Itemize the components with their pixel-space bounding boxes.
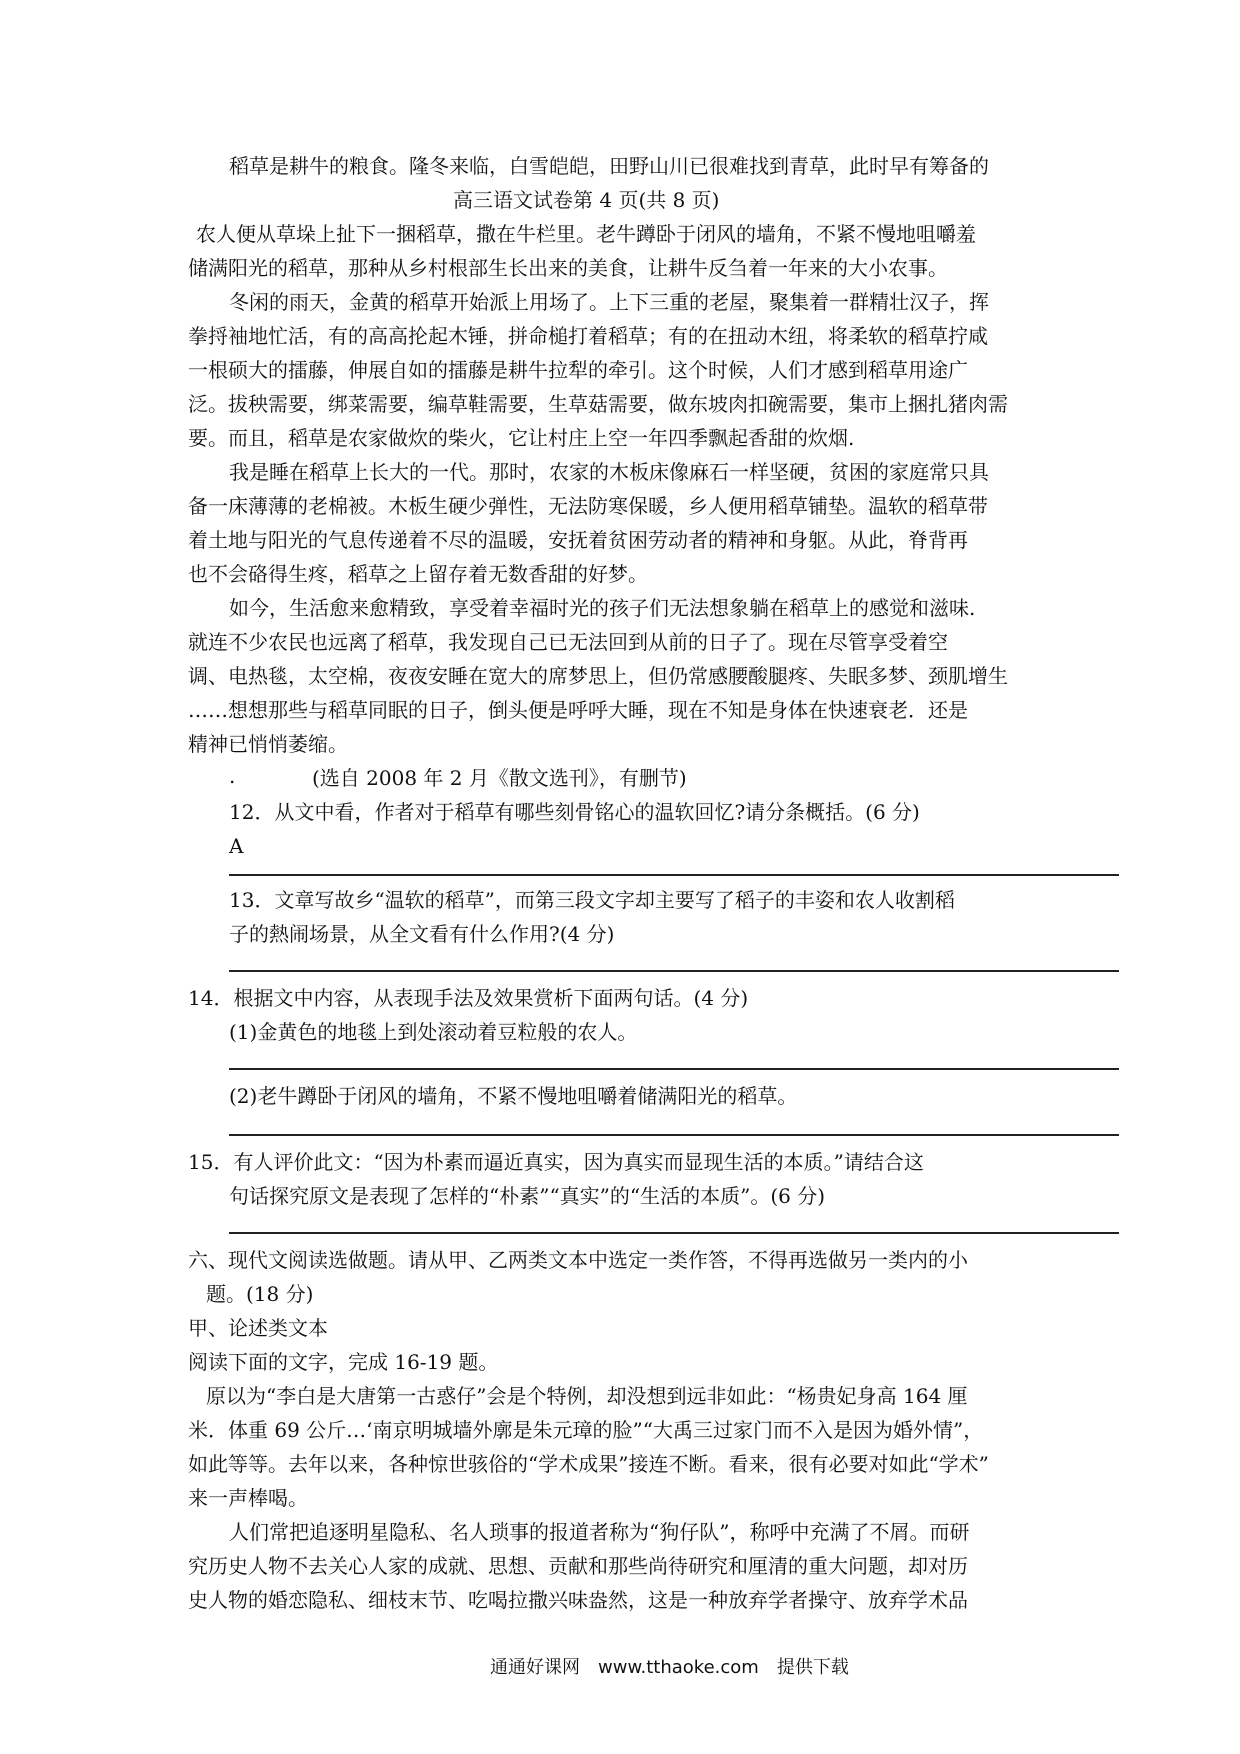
passage-line: 拳捋袖地忙活，有的高高抡起木锤，拼命槌打着稻草；有的在扭动木纽，将柔软的稻草拧咸 — [188, 324, 988, 348]
passage-line: 调、电热毯，太空棉，夜夜安睡在宽大的席梦思上，但仍常感腰酸腿疼、失眠多梦、颈肌增生 — [188, 664, 1008, 688]
jia-text-line: 来一声棒喝。 — [188, 1486, 308, 1510]
question-15-line: 15．有人评价此文：“因为朴素而逼近真实，因为真实而显现生活的本质。”请结合这 — [188, 1150, 924, 1174]
passage-line: 泛。拔秧需要，绑菜需要，编草鞋需要，生草菇需要，做东坡肉扣碗需要，集市上捆扎猪肉需 — [188, 392, 1008, 416]
question-14: 14．根据文中内容，从表现手法及效果赏析下面两句话。(4 分) — [188, 986, 749, 1010]
answer-line — [229, 970, 1119, 972]
passage-line: 冬闲的雨天，金黄的稻草开始派上用场了。上下三重的老屋，聚集着一群精壮汉子，挥 — [229, 290, 989, 314]
answer-line — [229, 874, 1119, 876]
answer-line — [229, 1134, 1119, 1136]
answer-line — [229, 1068, 1119, 1070]
passage-line: 要。而且，稻草是农家做炊的柴火，它让村庄上空一年四季飘起香甜的炊烟. — [188, 426, 855, 450]
passage-line: 就连不少农民也远离了稻草，我发现自己已无法回到从前的日子了。现在尽管享受着空 — [188, 630, 948, 654]
page-header: 高三语文试卷第 4 页(共 8 页) — [453, 188, 720, 212]
passage-line: 农人便从草垛上扯下一捆稻草，撒在牛栏里。老牛蹲卧于闭风的墙角，不紧不慢地咀嚼羞 — [196, 222, 976, 246]
question-14-sentence-1: (1)金黄色的地毯上到处滚动着豆粒般的农人。 — [229, 1020, 638, 1044]
question-13-line: 13．文章写故乡“温软的稻草”，而第三段文字却主要写了稻子的丰姿和农人收割稻 — [229, 888, 955, 912]
passage-line: 精神已悄悄萎缩。 — [188, 732, 348, 756]
question-12: 12．从文中看，作者对于稻草有哪些刻骨铭心的温软回忆?请分条概括。(6 分) — [229, 800, 920, 824]
passage-line: 备一床薄薄的老棉被。木板生硬少弹性，无法防寒保暖，乡人便用稻草铺垫。温软的稻草带 — [188, 494, 988, 518]
section-6-line: 题。(18 分) — [206, 1282, 314, 1306]
footer: 通通好课网 www.tthaoke.com 提供下载 — [490, 1657, 849, 1678]
answer-line — [229, 1232, 1119, 1234]
jia-text-line: 究历史人物不去关心人家的成就、思想、贡献和那些尚待研究和厘清的重大问题，却对历 — [188, 1554, 968, 1578]
question-15-line: 句话探究原文是表现了怎样的“朴素”“真实”的“生活的本质”。(6 分) — [229, 1184, 826, 1208]
question-13-line: 子的熱闹场景，从全文看有什么作用?(4 分) — [229, 922, 615, 946]
passage-line: 也不会硌得生疼，稻草之上留存着无数香甜的好梦。 — [188, 562, 648, 586]
jia-instruction: 阅读下面的文字，完成 16-19 题。 — [188, 1350, 499, 1374]
jia-title: 甲、论述类文本 — [188, 1316, 328, 1340]
section-6-line: 六、现代文阅读选做题。请从甲、乙两类文本中选定一类作答，不得再选做另一类内的小 — [188, 1248, 968, 1272]
jia-text-line: 史人物的婚恋隐私、细枝末节、吃喝拉撒兴味盎然，这是一种放弃学者操守、放弃学术品 — [188, 1588, 968, 1612]
jia-text-line: 如此等等。去年以来，各种惊世骇俗的“学术成果”接连不断。看来，很有必要对如此“学术” — [188, 1452, 989, 1476]
top-line: 稻草是耕牛的粮食。隆冬来临，白雪皑皑，田野山川已很难找到青草，此时早有筹备的 — [229, 154, 989, 178]
passage-line: 我是睡在稻草上长大的一代。那时，农家的木板床像麻石一样坚硬，贫困的家庭常只具 — [229, 460, 989, 484]
source-note: (选自 2008 年 2 月《散文选刊》，有删节) — [312, 766, 687, 790]
question-14-sentence-2: (2)老牛蹲卧于闭风的墙角，不紧不慢地咀嚼着储满阳光的稻草。 — [229, 1084, 798, 1108]
passage-line: ……想想那些与稻草同眠的日子，倒头便是呼呼大睡，现在不知是身体在快速衰老．还是 — [188, 698, 968, 722]
passage-line: 着土地与阳光的气息传递着不尽的温暖，安抚着贫困劳动者的精神和身躯。从此，脊背再 — [188, 528, 968, 552]
question-12-answer: A — [229, 834, 244, 858]
passage-line: 储满阳光的稻草，那种从乡村根部生长出来的美食，让耕牛反刍着一年来的大小农事。 — [188, 256, 948, 280]
source-dot: . — [229, 764, 236, 788]
passage-line: 如今，生活愈来愈精致，享受着幸福时光的孩子们无法想象躺在稻草上的感觉和滋味. — [229, 596, 976, 620]
jia-text-line: 人们常把追逐明星隐私、名人琐事的报道者称为“狗仔队”，称呼中充满了不屑。而研 — [229, 1520, 970, 1544]
jia-text-line: 原以为“李白是大唐第一古惑仔”会是个特例，却没想到远非如此：“杨贵妃身高 164 厘 — [206, 1384, 968, 1408]
passage-line: 一根硕大的擂藤，伸展自如的擂藤是耕牛拉犁的牵引。这个时候，人们才感到稻草用途广 — [188, 358, 968, 382]
jia-text-line: 米．体重 69 公斤…‘南京明城墙外廓是朱元璋的脸”“大禹三过家门而不入是因为婚外情”， — [188, 1418, 984, 1442]
